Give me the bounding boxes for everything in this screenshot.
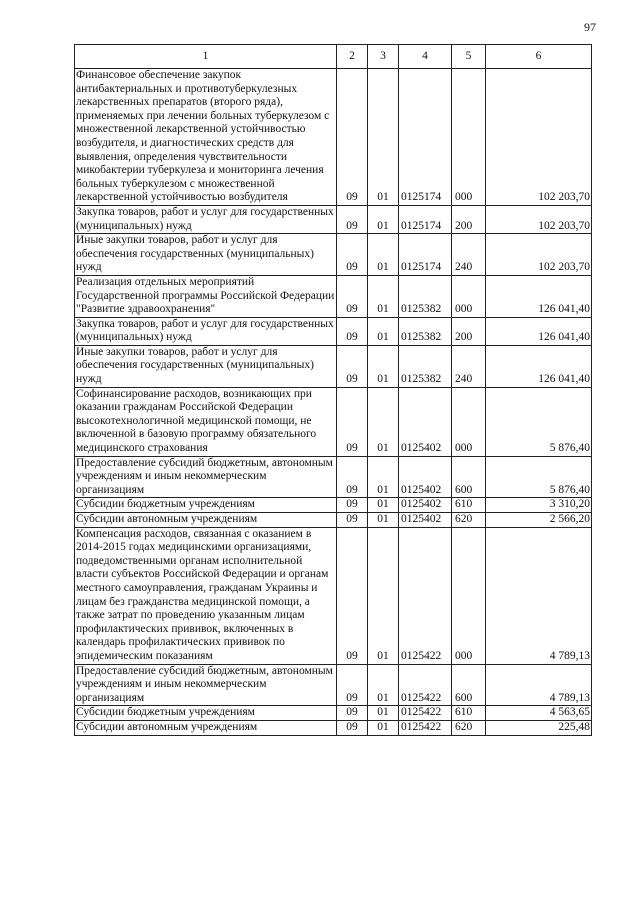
row-subsection: 01 (368, 513, 399, 528)
table-row (75, 706, 592, 721)
row-expense-type: 200 (452, 205, 486, 233)
row-target-code: 0125402 (399, 498, 452, 513)
row-name: Субсидии автономным учреждениям (75, 720, 337, 735)
row-name: Закупка товаров, работ и услуг для государственных (муниципальных) нужд (75, 317, 337, 345)
row-section: 09 (337, 664, 368, 706)
row-name: Субсидии бюджетным учреждениям (75, 498, 337, 513)
row-expense-type: 240 (452, 234, 486, 276)
row-expense-type: 240 (452, 345, 486, 387)
row-amount: 4 789,13 (486, 527, 592, 664)
row-section: 09 (337, 205, 368, 233)
row-name: Предоставление субсидий бюджетным, автономным учреждениям и иным некоммерческим организациям (75, 456, 337, 498)
row-expense-type: 610 (452, 498, 486, 513)
header-col-6: 6 (486, 45, 592, 69)
header-col-1: 1 (75, 45, 337, 69)
row-name: Софинансирование расходов, возникающих при оказании гражданам Российской Федерации высокотехнологичной медицинской помощи, не включенной в базовую программу обязательного медицинского страхования (75, 387, 337, 456)
row-name: Предоставление субсидий бюджетным, автономным учреждениям и иным некоммерческим организациям (75, 664, 337, 706)
row-amount: 102 203,70 (486, 234, 592, 276)
row-expense-type: 000 (452, 275, 486, 317)
row-section: 09 (337, 498, 368, 513)
header-row (75, 45, 592, 69)
page-number: 97 (584, 20, 596, 34)
row-section: 09 (337, 513, 368, 528)
header-col-5: 5 (452, 45, 486, 69)
row-amount: 102 203,70 (486, 205, 592, 233)
table-row (75, 205, 592, 233)
row-target-code: 0125174 (399, 205, 452, 233)
row-name: Компенсация расходов, связанная с оказанием в 2014-2015 годах медицинскими организациями, подведомственными органам исполнительной власти субъектов Российской Федерации и органам местного самоуправления, гражданам Украины и лицам без гражданства медицинской помощи, а также затрат по проведению указанным лицам профилактических прививок, включенных в календарь профилактических прививок по эпидемическим показаниям (75, 527, 337, 664)
row-target-code: 0125174 (399, 69, 452, 206)
row-expense-type: 000 (452, 69, 486, 206)
row-target-code: 0125422 (399, 720, 452, 735)
row-target-code: 0125422 (399, 664, 452, 706)
row-subsection: 01 (368, 498, 399, 513)
table-row (75, 513, 592, 528)
row-name: Субсидии бюджетным учреждениям (75, 706, 337, 721)
row-name: Финансовое обеспечение закупок антибактериальных и противотуберкулезных лекарственных препаратов (второго ряда), применяемых при лечении больных туберкулезом с множественной лекарственной устойчивостью возбудителя, и диагностических средств для выявления, определения чувствительности микобактерии туберкулеза и мониторинга лечения больных туберкулезом с множественной лекарственной устойчивостью возбудителя (75, 69, 337, 206)
table-row (75, 498, 592, 513)
row-amount: 126 041,40 (486, 275, 592, 317)
row-subsection: 01 (368, 706, 399, 721)
row-name: Иные закупки товаров, работ и услуг для обеспечения государственных (муниципальных) нужд (75, 345, 337, 387)
row-name: Закупка товаров, работ и услуг для государственных (муниципальных) нужд (75, 205, 337, 233)
row-subsection: 01 (368, 275, 399, 317)
table-body (75, 69, 592, 736)
row-expense-type: 000 (452, 527, 486, 664)
budget-table (74, 44, 592, 736)
row-expense-type: 600 (452, 456, 486, 498)
row-target-code: 0125402 (399, 456, 452, 498)
row-section: 09 (337, 234, 368, 276)
row-amount: 102 203,70 (486, 69, 592, 206)
row-expense-type: 620 (452, 513, 486, 528)
row-expense-type: 200 (452, 317, 486, 345)
row-amount: 126 041,40 (486, 345, 592, 387)
row-section: 09 (337, 720, 368, 735)
row-target-code: 0125382 (399, 345, 452, 387)
table-row (75, 387, 592, 456)
table-row (75, 275, 592, 317)
row-target-code: 0125382 (399, 317, 452, 345)
row-target-code: 0125174 (399, 234, 452, 276)
table-row (75, 234, 592, 276)
row-section: 09 (337, 317, 368, 345)
row-subsection: 01 (368, 527, 399, 664)
row-subsection: 01 (368, 664, 399, 706)
row-amount: 4 563,65 (486, 706, 592, 721)
row-name: Субсидии автономным учреждениям (75, 513, 337, 528)
row-section: 09 (337, 275, 368, 317)
row-amount: 2 566,20 (486, 513, 592, 528)
row-subsection: 01 (368, 720, 399, 735)
row-subsection: 01 (368, 456, 399, 498)
row-subsection: 01 (368, 205, 399, 233)
row-expense-type: 620 (452, 720, 486, 735)
row-name: Иные закупки товаров, работ и услуг для обеспечения государственных (муниципальных) нужд (75, 234, 337, 276)
table-row (75, 345, 592, 387)
row-section: 09 (337, 456, 368, 498)
table-row (75, 720, 592, 735)
row-amount: 5 876,40 (486, 456, 592, 498)
row-section: 09 (337, 387, 368, 456)
row-amount: 5 876,40 (486, 387, 592, 456)
row-expense-type: 000 (452, 387, 486, 456)
row-name: Реализация отдельных мероприятий Государственной программы Российской Федерации "Развитие здравоохранения" (75, 275, 337, 317)
row-amount: 126 041,40 (486, 317, 592, 345)
table-row (75, 527, 592, 664)
row-subsection: 01 (368, 69, 399, 206)
row-amount: 4 789,13 (486, 664, 592, 706)
row-section: 09 (337, 69, 368, 206)
row-subsection: 01 (368, 345, 399, 387)
row-amount: 225,48 (486, 720, 592, 735)
row-section: 09 (337, 527, 368, 664)
row-target-code: 0125422 (399, 527, 452, 664)
table-header (75, 45, 592, 69)
row-subsection: 01 (368, 234, 399, 276)
table-row (75, 456, 592, 498)
row-target-code: 0125402 (399, 387, 452, 456)
row-target-code: 0125422 (399, 706, 452, 721)
row-target-code: 0125402 (399, 513, 452, 528)
row-expense-type: 600 (452, 664, 486, 706)
table-row (75, 664, 592, 706)
row-subsection: 01 (368, 387, 399, 456)
row-section: 09 (337, 345, 368, 387)
row-section: 09 (337, 706, 368, 721)
row-expense-type: 610 (452, 706, 486, 721)
row-target-code: 0125382 (399, 275, 452, 317)
row-subsection: 01 (368, 317, 399, 345)
table-row (75, 69, 592, 206)
row-amount: 3 310,20 (486, 498, 592, 513)
table-row (75, 317, 592, 345)
header-col-4: 4 (399, 45, 452, 69)
header-col-3: 3 (368, 45, 399, 69)
header-col-2: 2 (337, 45, 368, 69)
